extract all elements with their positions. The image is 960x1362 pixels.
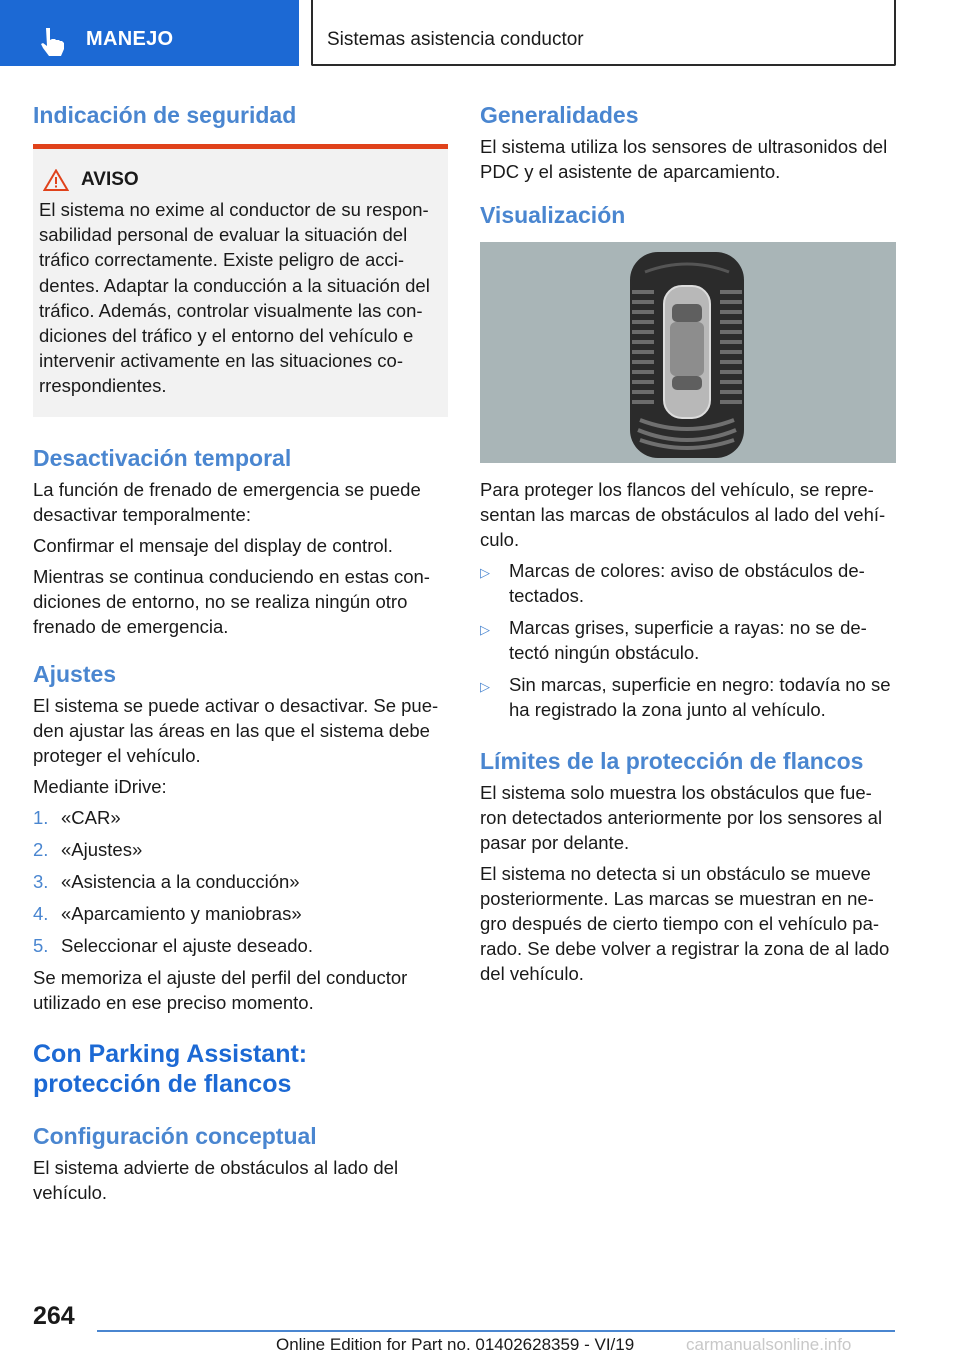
right-column <box>480 100 896 992</box>
list-item: 5. Seleccionar el ajuste deseado. <box>33 934 313 956</box>
warning-box <box>33 144 448 417</box>
list-item: 3. «Asistencia a la conducción» <box>33 870 300 892</box>
list-item: 2. «Ajustes» <box>33 838 143 860</box>
section-title: Sistemas asistencia conductor <box>327 29 584 50</box>
side-protection-illustration <box>480 242 896 463</box>
list-item: ▷ Marcas de colores: aviso de obstáculos de-tectados. <box>480 560 865 606</box>
hand-pointer-icon <box>38 26 66 56</box>
left-column <box>33 100 448 1211</box>
triangle-bullet-icon: ▷ <box>480 622 490 637</box>
list-item: ▷ Marcas grises, superficie a rayas: no se de-tectó ningún obstáculo. <box>480 617 867 663</box>
general-paragraph: El sistema utiliza los sensores de ultrasonidos del PDC y el asistente de aparcamiento. <box>480 136 888 182</box>
page-number: 264 <box>33 1302 75 1330</box>
list-item: ▷ Sin marcas, superficie en negro: todavía no se ha registrado la zona junto al vehículo. <box>480 674 891 720</box>
temp-paragraph-3: Mientras se continua conduciendo en estas con-diciones de entorno, no se realiza ningún otro frenado de emergencia. <box>33 565 430 637</box>
concept-paragraph: El sistema advierte de obstáculos al lado del vehículo. <box>33 1156 399 1203</box>
page-header <box>0 0 960 66</box>
limits-paragraph-1: El sistema solo muestra los obstáculos que fue-ron detectados anteriormente por los sensores al pasar por delante. <box>480 782 883 853</box>
warning-triangle-icon <box>43 169 69 191</box>
warning-text: El sistema no exime al conductor de su respon-sabilidad personal de evaluar la situación del tráfico correctamente. Existe peligro de acci-dentes. Adaptar la conducción a la situación del tráfico. Además, controlar visualmente las con-diciones del tráfico y el entorno del vehículo e intervenir activamente en las situaciones co-rrespondientes. <box>39 199 430 397</box>
general-heading: Generalidades <box>480 102 639 128</box>
triangle-bullet-icon: ▷ <box>480 679 490 694</box>
settings-heading: Ajustes <box>33 660 117 687</box>
limits-paragraph-2: El sistema no detecta si un obstáculo se mueve posteriormente. Las marcas se muestran en ne-gro después de cierto tiempo con el vehículo pa-rado. Se debe volver a registrar la zona de al lado del vehículo. <box>480 863 890 984</box>
warning-header <box>39 169 440 191</box>
idrive-steps <box>33 805 448 958</box>
edition-text: Online Edition for Part no. 01402628359 - VI/19 <box>276 1335 635 1354</box>
list-item: 4. «Aparcamiento y maniobras» <box>33 902 302 924</box>
display-paragraph: Para proteger los flancos del vehículo, se repre-sentan las marcas de obstáculos al lado del vehí-culo. <box>480 479 886 550</box>
temp-paragraph-1: La función de frenado de emergencia se puede desactivar temporalmente: <box>33 478 421 525</box>
display-heading: Visualización <box>480 202 626 228</box>
section-header-box <box>311 0 896 66</box>
warning-label: AVISO <box>81 169 139 190</box>
chapter-tab <box>0 0 299 66</box>
triangle-bullet-icon: ▷ <box>480 565 490 580</box>
concept-heading: Configuración conceptual <box>33 1122 317 1149</box>
list-item: 1. «CAR» <box>33 806 121 828</box>
display-bullets <box>480 558 896 722</box>
footer-divider <box>97 1330 895 1332</box>
chapter-label: MANEJO <box>86 28 174 50</box>
settings-paragraph-1: El sistema se puede activar o desactivar. Se pue-den ajustar las áreas en las que el sistema debe proteger el vehículo. <box>33 694 439 766</box>
limits-heading: Límites de la protección de flancos <box>480 748 864 774</box>
settings-paragraph-2: Mediante iDrive: <box>33 775 167 797</box>
temp-deactivation-heading: Desactivación temporal <box>33 444 292 471</box>
parking-assistant-heading: Con Parking Assistant: protección de flancos <box>33 1039 308 1098</box>
safety-heading: Indicación de seguridad <box>33 102 297 128</box>
temp-paragraph-2: Confirmar el mensaje del display de control. <box>33 534 393 556</box>
watermark-text: carmanualsonline.info <box>686 1335 852 1354</box>
car-top-view-image <box>480 242 896 463</box>
settings-paragraph-3: Se memoriza el ajuste del perfil del conductor utilizado en ese preciso momento. <box>33 966 408 1013</box>
